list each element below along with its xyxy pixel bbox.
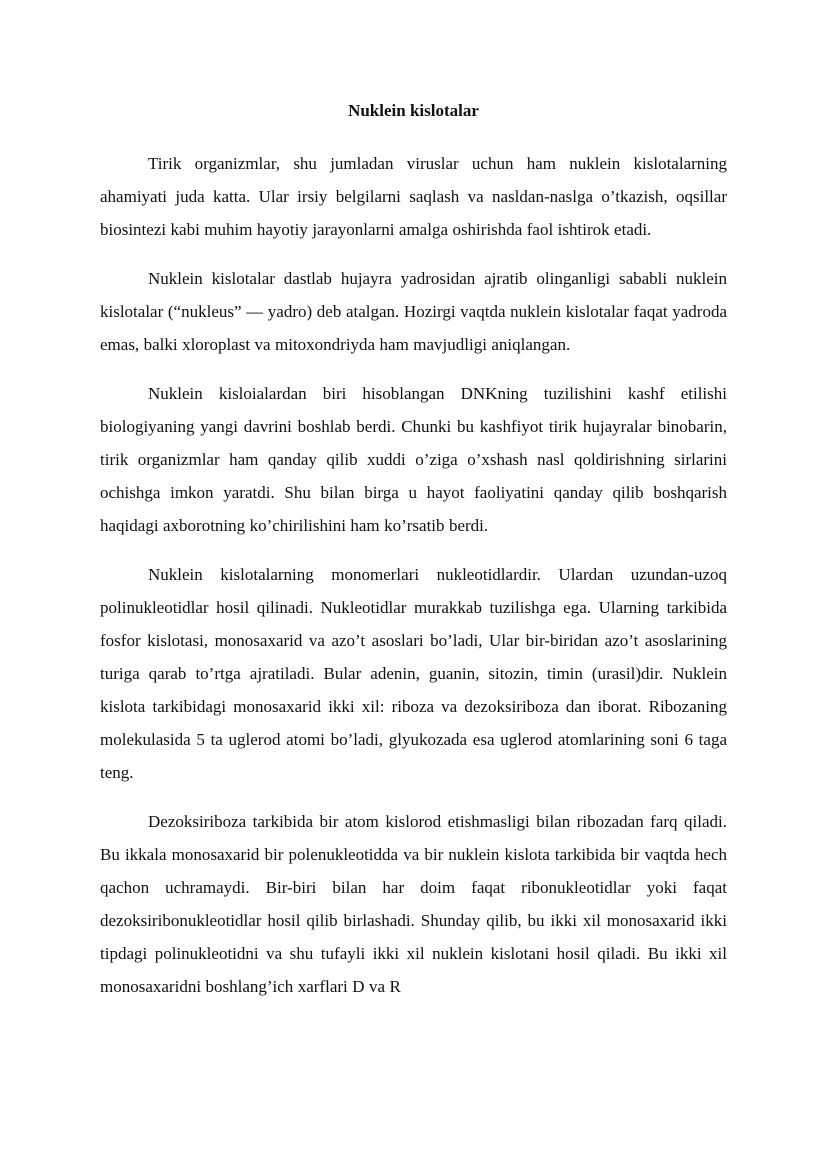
paragraph-1: Tirik organizmlar, shu jumladan viruslar uchun ham nuklein kislotalarning ahamiyati juda katta. Ular irsiy belgilarni saqlash va nasldan-naslga o’tkazish, oqsillar biosintezi kabi muhim hayotiy jarayonlarni amalga oshirishda faol ishtirok etadi.	[100, 154, 727, 239]
document-body	[100, 147, 727, 1019]
paragraph-4: Nuklein kislotalarning monomerlari nukleotidlardir. Ulardan uzundan-uzoq polinukleotidlar hosil qilinadi. Nukleotidlar murakkab tuzilishga ega. Ularning tarkibida fosfor kislotasi, monosaxarid va azo’t asoslari bo’ladi, Ular bir-biridan azo’t asoslarining turiga qarab to’rtga ajratiladi. Bular adenin, guanin, sitozin, timin (urasil)dir. Nuklein kislota tarkibidagi monosaxarid ikki xil: riboza va dezoksiriboza dan iborat. Ribozaning molekulasida 5 ta uglerod atomi bo’ladi, glyukozada esa uglerod atomlarining soni 6 taga teng.	[100, 565, 727, 782]
paragraph-2: Nuklein kislotalar dastlab hujayra yadrosidan ajratib olinganligi sababli nuklein kislotalar (“nukleus” — yadro) deb atalgan. Hozirgi vaqtda nuklein kislotalar faqat yadroda emas, balki xloroplast va mitoxondriyda ham mavjudligi aniqlangan.	[100, 269, 727, 354]
paragraph-5: Dezoksiriboza tarkibida bir atom kislorod etishmasligi bilan ribozadan farq qiladi. Bu ikkala monosaxarid bir polenukleotidda va bir nuklein kislota tarkibida bir vaqtda hech qachon uchramaydi. Bir-biri bilan har doim faqat ribonukleotidlar yoki faqat dezoksiribonukleotidlar hosil qilib birlashadi. Shunday qilib, bu ikki xil monosaxarid ikki tipdagi polinukleotidni va shu tufayli ikki xil nuklein kislotani hosil qiladi. Bu ikki xil monosaxaridni boshlang’ich xarflari D va R	[100, 812, 727, 996]
document-title: Nuklein kislotalar	[348, 101, 479, 120]
paragraph-3: Nuklein kisloialardan biri hisoblangan DNKning tuzilishini kashf etilishi biologiyaning yangi davrini boshlab berdi. Chunki bu kashfiyot tirik hujayralar binobarin, tirik organizmlar ham qanday qilib xuddi o’ziga o’xshash nasl qoldirishning sirlarini ochishga imkon yaratdi. Shu bilan birga u hayot faoliyatini qanday qilib boshqarish haqidagi axborotning ko’chirilishini ham ko’rsatib berdi.	[100, 384, 727, 535]
